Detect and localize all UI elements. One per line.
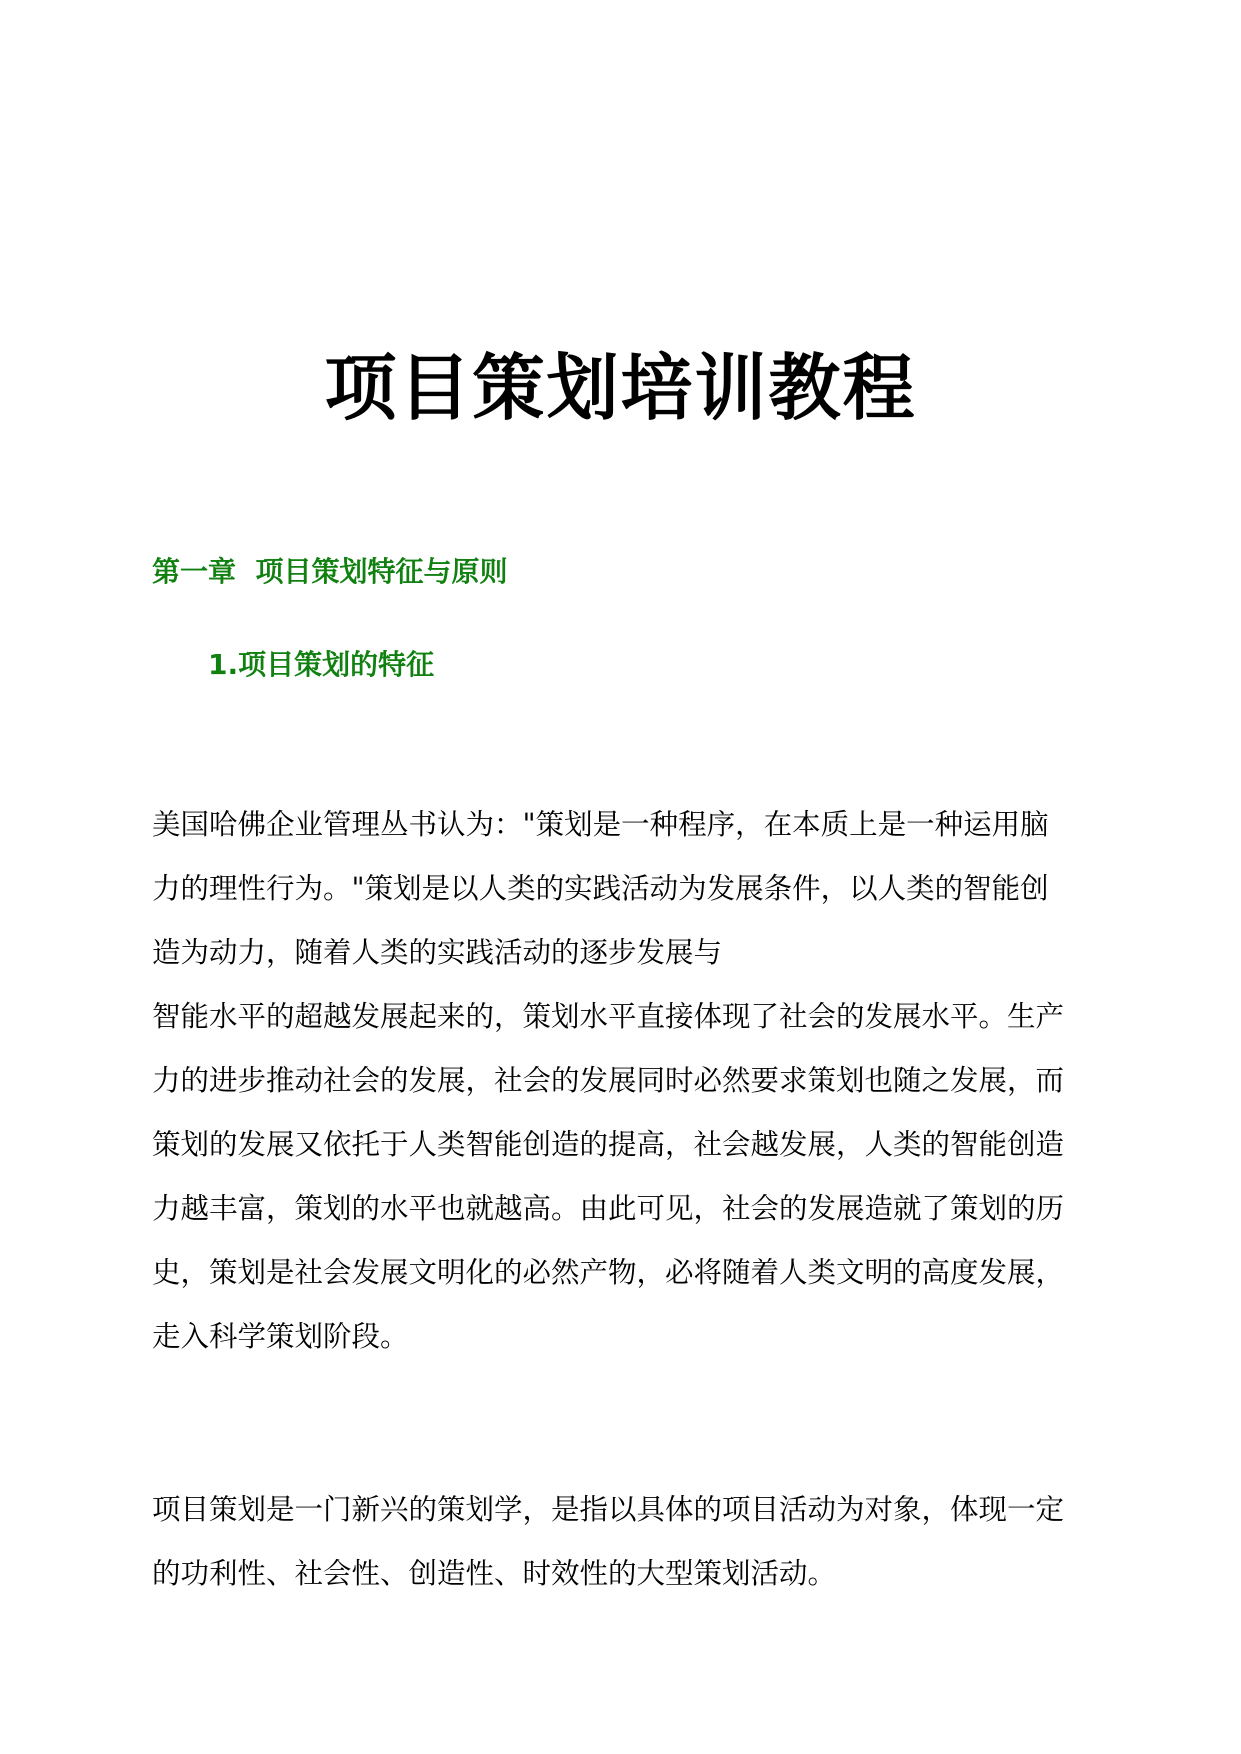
paragraph-line: 力越丰富，策划的水平也就越高。由此可见，社会的发展造就了策划的历 [152,1192,1065,1225]
paragraph-line: 力的理性行为。"策划是以人类的实践活动为发展条件，以人类的智能创 [152,872,1049,905]
body-paragraph-1 [152,793,1092,1369]
body-paragraph-2 [152,1478,1092,1606]
document-title: 项目策划培训教程 [324,345,917,430]
paragraph-line: 策划的发展又依托于人类智能创造的提高，社会越发展，人类的智能创造 [152,1128,1065,1161]
section-heading: 1.项目策划的特征 [208,648,435,681]
paragraph-line: 史，策划是社会发展文明化的必然产物，必将随着人类文明的高度发展， [152,1256,1065,1289]
paragraph-line: 智能水平的超越发展起来的，策划水平直接体现了社会的发展水平。生产 [152,1000,1065,1033]
paragraph-line: 项目策划是一门新兴的策划学，是指以具体的项目活动为对象，体现一定 [152,1493,1065,1526]
paragraph-line: 造为动力，随着人类的实践活动的逐步发展与 [152,936,723,969]
chapter-heading: 第一章 项目策划特征与原则 [152,555,508,588]
paragraph-line: 美国哈佛企业管理丛书认为："策划是一种程序，在本质上是一种运用脑 [152,808,1049,841]
paragraph-line: 的功利性、社会性、创造性、时效性的大型策划活动。 [152,1557,837,1590]
paragraph-line: 力的进步推动社会的发展，社会的发展同时必然要求策划也随之发展，而 [152,1064,1065,1097]
paragraph-line: 走入科学策划阶段。 [152,1320,409,1353]
